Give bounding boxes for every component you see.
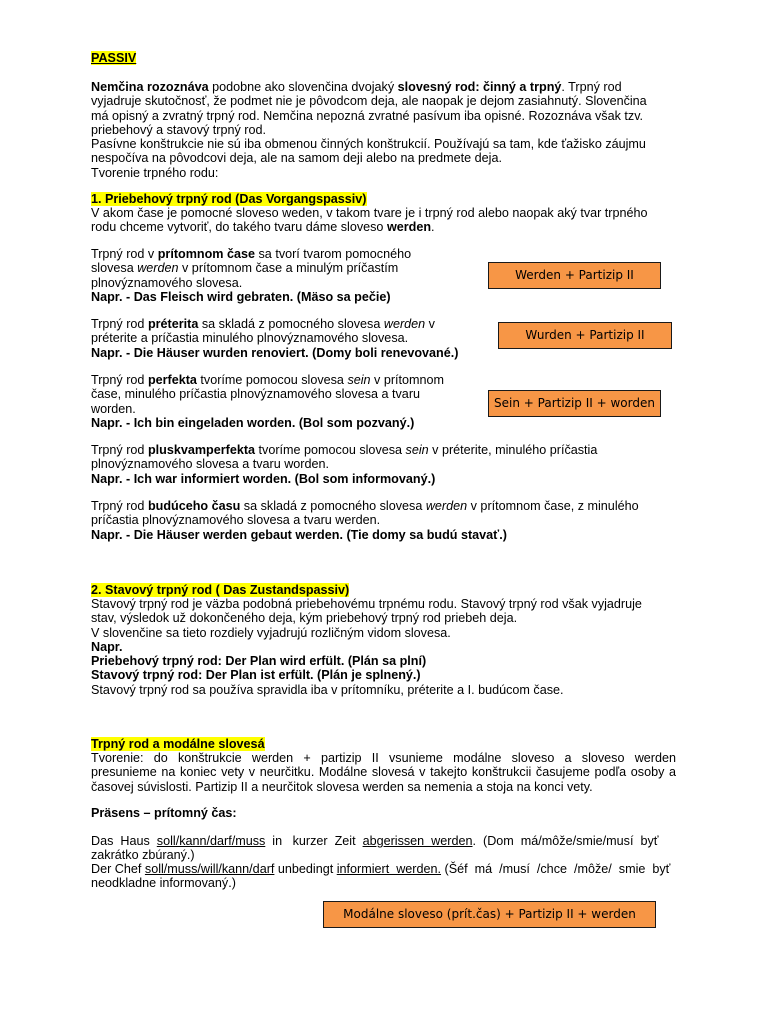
perfect-passive-text: Trpný rod perfekta tvoríme pomocou slovesa sein v prítomnom čase, minulého príčastia plnovýznamového slovesa a tvaru worden. Napr. - Ich bin eingeladen worden. (Bol som pozvaný.)	[91, 373, 445, 430]
modal-example-1: Das Haus soll/kann/darf/muss in kurzer Zeit abgerissen werden. (Dom má/môže/smie/musí byť zakrátko zbúraný.)	[91, 834, 659, 863]
section2-heading: 2. Stavový trpný rod ( Das Zustandspassiv)	[91, 583, 350, 597]
section3-heading: Trpný rod a modálne slovesá	[91, 737, 265, 751]
formula-box-present: Werden + Partizip II	[488, 262, 661, 289]
page-title: PASSIV	[91, 51, 137, 65]
section1-heading: 1. Priebehový trpný rod (Das Vorgangspassiv)	[91, 192, 367, 206]
section3-paragraph: Tvorenie: do konštrukcie werden + partizip II vsunieme modálne sloveso a sloveso werden presunieme na koniec vety v neurčitku. Modálne slovesá v takejto konštrukcii časujeme podľa osoby a časovej súvislosti. Partizip II a neurčitok slovesa werden sa nemenia a stoja na konci vety.	[91, 751, 676, 794]
present-passive-text: Trpný rod v prítomnom čase sa tvorí tvarom pomocného slovesa werden v prítomnom čase a minulým príčastím plnovýznamového slovesa. Napr. - Das Fleisch wird gebraten. (Mäso sa pečie)	[91, 247, 412, 304]
future-passive-text: Trpný rod budúceho času sa skladá z pomocného slovesa werden v prítomnom čase, z minulého príčastia plnovýznamového slovesa a tvaru werden. Napr. - Die Häuser werden gebaut werden. (Tie domy sa budú stavať.)	[91, 499, 639, 542]
praesens-heading: Präsens – prítomný čas:	[91, 806, 237, 820]
preterite-passive-text: Trpný rod préterita sa skladá z pomocného slovesa werden v préterite a príčastia minulého plnovýznamového slovesa. Napr. - Die Häuser wurden renoviert. (Domy boli renevované.)	[91, 317, 459, 360]
pluperfect-passive-text: Trpný rod pluskvamperfekta tvoríme pomocou slovesa sein v préterite, minulého príčastia plnovýznamového slovesa a tvaru worden. Napr. - Ich war informiert worden. (Bol som informovaný.)	[91, 443, 598, 486]
formula-box-perfect: Sein + Partizip II + worden	[488, 390, 661, 417]
formula-box-modal: Modálne sloveso (prít.čas) + Partizip II + werden	[323, 901, 656, 928]
formula-box-preterite: Wurden + Partizip II	[498, 322, 672, 349]
section2-text: Stavový trpný rod je väzba podobná priebehovému trpnému rodu. Stavový trpný rod však vyjadruje stav, výsledok už dokončeného deja, kým priebehový trpný rod priebeh deja. V slovenčine sa tieto rozdiely vyjadrujú rozličným vidom slovesa. Napr. Priebehový trpný rod: Der Plan wird erfült. (Plán sa plní) Stavový trpný rod: Der Plan ist erfült. (Plán je splnený.) Stavový trpný rod sa používa spravidla iba v prítomníku, préterite a I. budúcom čase.	[91, 597, 642, 697]
intro-paragraph: Nemčina rozoznáva podobne ako slovenčina dvojaký slovesný rod: činný a trpný. Trpný rod vyjadruje skutočnosť, že podmet nie je pôvodcom deja, ale naopak je dejom zasiahnutý. Slovenčina má opisný a zvratný trpný rod. Nemčina nepozná zvratné pasívum iba opisné. Rozoznáva však tzv. priebehový a stavový trpný rod. Pasívne konštrukcie nie sú iba obmenou činných konštrukcií. Používajú sa tam, kde ťažisko záujmu nespočíva na pôvodcovi deja, ale na samom deji alebo na predmete deja. Tvorenie trpného rodu:	[91, 80, 647, 180]
modal-example-2: Der Chef soll/muss/will/kann/darf unbedingt informiert werden. (Šéf má /musí /chce /môže/ smie byť neodkladne informovaný.)	[91, 862, 671, 891]
section1-description: V akom čase je pomocné sloveso weden, v takom tvare je i trpný rod alebo naopak aký tvar trpného rodu chceme vytvoriť, do takého tvaru dáme sloveso werden.	[91, 206, 648, 235]
